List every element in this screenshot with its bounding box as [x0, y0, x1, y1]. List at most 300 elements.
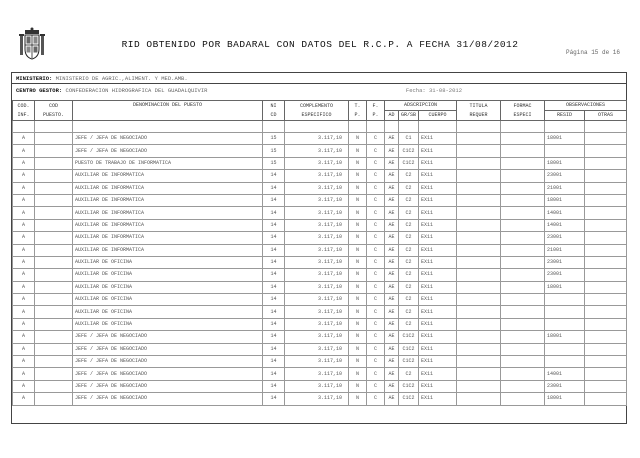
cell-fp: C	[367, 170, 385, 182]
cell-complemento: 3.117,10	[285, 170, 349, 182]
col-cod-puesto: COD PUESTO.	[35, 101, 73, 121]
table-row	[13, 219, 627, 231]
cell-resid: 23001	[545, 256, 585, 268]
cell-complemento: 3.117,10	[285, 393, 349, 405]
cell-otras	[585, 331, 627, 343]
cell-otras	[585, 232, 627, 244]
cell-fp: C	[367, 281, 385, 293]
cell-complemento: 3.117,10	[285, 294, 349, 306]
cell-tp: N	[349, 256, 367, 268]
cell-nivel: 14	[263, 256, 285, 268]
cell-cuerpo: EX11	[419, 318, 457, 330]
cell-titula	[457, 393, 501, 405]
cell-cod-puesto	[35, 331, 73, 343]
col-resid: RESID	[545, 111, 585, 121]
cell-ad: AE	[385, 281, 399, 293]
cell-formac	[501, 256, 545, 268]
table-row	[13, 269, 627, 281]
cell-tp: N	[349, 244, 367, 256]
cell-ad: AE	[385, 232, 399, 244]
cell-cuerpo: EX11	[419, 170, 457, 182]
cell-cod-inf: A	[13, 145, 35, 157]
cell-denominacion: JEFE / JEFA DE NEGOCIADO	[73, 368, 263, 380]
cell-cod-inf: A	[13, 281, 35, 293]
cell-formac	[501, 170, 545, 182]
cell-cuerpo: EX11	[419, 281, 457, 293]
cell-ad: AE	[385, 133, 399, 145]
cell-cod-inf: A	[13, 356, 35, 368]
cell-nivel: 15	[263, 133, 285, 145]
cell-otras	[585, 170, 627, 182]
table-row	[13, 393, 627, 405]
cell-fp: C	[367, 356, 385, 368]
cell-ad: AE	[385, 368, 399, 380]
cell-nivel: 15	[263, 145, 285, 157]
cell-tp: N	[349, 269, 367, 281]
col-nivel: NI CD	[263, 101, 285, 121]
cell-complemento: 3.117,10	[285, 194, 349, 206]
cell-ad: AE	[385, 170, 399, 182]
cell-denominacion: JEFE / JEFA DE NEGOCIADO	[73, 393, 263, 405]
cell-grsb: C1	[399, 133, 419, 145]
cell-tp: N	[349, 356, 367, 368]
cell-tp: N	[349, 343, 367, 355]
cell-cod-puesto	[35, 219, 73, 231]
ministerio-label: MINISTERIO:	[16, 75, 53, 82]
cell-resid: 14001	[545, 368, 585, 380]
table-header-row-1	[13, 101, 627, 111]
cell-formac	[501, 343, 545, 355]
cell-cod-inf: A	[13, 306, 35, 318]
cell-fp: C	[367, 331, 385, 343]
cell-titula	[457, 306, 501, 318]
cell-fp: C	[367, 256, 385, 268]
cell-ad: AE	[385, 331, 399, 343]
cell-cuerpo: EX11	[419, 232, 457, 244]
cell-fp: C	[367, 133, 385, 145]
cell-fp: C	[367, 380, 385, 392]
cell-nivel: 14	[263, 244, 285, 256]
cell-denominacion: AUXILIAR DE INFORMATICA	[73, 219, 263, 231]
cell-cod-inf: A	[13, 331, 35, 343]
cell-denominacion: JEFE / JEFA DE NEGOCIADO	[73, 380, 263, 392]
cell-resid: 23001	[545, 380, 585, 392]
table-row	[13, 244, 627, 256]
cell-otras	[585, 343, 627, 355]
cell-tp: N	[349, 318, 367, 330]
cell-cuerpo: EX11	[419, 133, 457, 145]
cell-formac	[501, 294, 545, 306]
cell-titula	[457, 157, 501, 169]
cell-cod-puesto	[35, 306, 73, 318]
cell-formac	[501, 145, 545, 157]
cell-denominacion: AUXILIAR DE OFICINA	[73, 318, 263, 330]
cell-formac	[501, 331, 545, 343]
cell-nivel: 14	[263, 318, 285, 330]
cell-titula	[457, 170, 501, 182]
col-complemento: COMPLEMENTO ESPECIFICO	[285, 101, 349, 121]
cell-titula	[457, 331, 501, 343]
cell-cuerpo: EX11	[419, 393, 457, 405]
table-row	[13, 368, 627, 380]
cell-grsb: C2	[399, 269, 419, 281]
cell-denominacion: AUXILIAR DE OFICINA	[73, 294, 263, 306]
cell-ad: AE	[385, 269, 399, 281]
cell-complemento: 3.117,10	[285, 343, 349, 355]
cell-cuerpo: EX11	[419, 244, 457, 256]
cell-denominacion: AUXILIAR DE INFORMATICA	[73, 194, 263, 206]
col-titula: TITULA REQUER	[457, 101, 501, 121]
cell-fp: C	[367, 343, 385, 355]
cell-formac	[501, 232, 545, 244]
cell-cod-puesto	[35, 269, 73, 281]
cell-complemento: 3.117,10	[285, 281, 349, 293]
cell-resid	[545, 145, 585, 157]
cell-resid	[545, 318, 585, 330]
cell-fp: C	[367, 145, 385, 157]
cell-fp: C	[367, 294, 385, 306]
cell-cod-inf: A	[13, 368, 35, 380]
cell-fp: C	[367, 182, 385, 194]
cell-otras	[585, 244, 627, 256]
table-body	[13, 121, 627, 406]
cell-grsb: C1C2	[399, 343, 419, 355]
cell-titula	[457, 281, 501, 293]
table-row	[13, 232, 627, 244]
cell-resid: 18001	[545, 393, 585, 405]
cell-titula	[457, 318, 501, 330]
cell-otras	[585, 356, 627, 368]
cell-ad: AE	[385, 393, 399, 405]
cell-otras	[585, 133, 627, 145]
table-spacer-row	[13, 121, 627, 133]
cell-cod-inf: A	[13, 133, 35, 145]
cell-otras	[585, 194, 627, 206]
cell-cod-inf: A	[13, 318, 35, 330]
centro-line	[16, 87, 630, 94]
cell-formac	[501, 356, 545, 368]
cell-titula	[457, 145, 501, 157]
cell-grsb: C2	[399, 294, 419, 306]
cell-formac	[501, 182, 545, 194]
cell-formac	[501, 194, 545, 206]
cell-cuerpo: EX11	[419, 380, 457, 392]
cell-cod-inf: A	[13, 343, 35, 355]
cell-cuerpo: EX11	[419, 194, 457, 206]
cell-grsb: C2	[399, 170, 419, 182]
cell-titula	[457, 232, 501, 244]
cell-grsb: C2	[399, 219, 419, 231]
table-row	[13, 318, 627, 330]
cell-cod-inf: A	[13, 157, 35, 169]
cell-grsb: C1C2	[399, 145, 419, 157]
cell-grsb: C2	[399, 368, 419, 380]
cell-denominacion: JEFE / JEFA DE NEGOCIADO	[73, 331, 263, 343]
cell-cod-puesto	[35, 356, 73, 368]
cell-denominacion: AUXILIAR DE INFORMATICA	[73, 244, 263, 256]
cell-fp: C	[367, 244, 385, 256]
cell-tp: N	[349, 368, 367, 380]
cell-nivel: 14	[263, 194, 285, 206]
cell-complemento: 3.117,10	[285, 182, 349, 194]
cell-cod-puesto	[35, 145, 73, 157]
cell-cuerpo: EX11	[419, 331, 457, 343]
cell-tp: N	[349, 393, 367, 405]
cell-grsb: C2	[399, 232, 419, 244]
cell-denominacion: AUXILIAR DE OFICINA	[73, 256, 263, 268]
cell-cod-puesto	[35, 343, 73, 355]
cell-tp: N	[349, 194, 367, 206]
cell-resid: 18001	[545, 133, 585, 145]
cell-grsb: C2	[399, 256, 419, 268]
report-date: Fecha: 31-08-2012	[405, 87, 462, 94]
cell-formac	[501, 207, 545, 219]
cell-otras	[585, 393, 627, 405]
cell-complemento: 3.117,10	[285, 306, 349, 318]
cell-cuerpo: EX11	[419, 368, 457, 380]
cell-resid: 23001	[545, 170, 585, 182]
cell-tp: N	[349, 380, 367, 392]
ministerio-line	[16, 75, 630, 82]
table-row	[13, 157, 627, 169]
cell-titula	[457, 356, 501, 368]
cell-ad: AE	[385, 256, 399, 268]
cell-complemento: 3.117,10	[285, 157, 349, 169]
table-row	[13, 294, 627, 306]
cell-titula	[457, 269, 501, 281]
cell-otras	[585, 294, 627, 306]
cell-cod-puesto	[35, 368, 73, 380]
cell-ad: AE	[385, 356, 399, 368]
cell-complemento: 3.117,10	[285, 269, 349, 281]
cell-ad: AE	[385, 294, 399, 306]
cell-fp: C	[367, 393, 385, 405]
cell-nivel: 14	[263, 343, 285, 355]
cell-ad: AE	[385, 306, 399, 318]
cell-fp: C	[367, 306, 385, 318]
cell-resid: 18001	[545, 331, 585, 343]
cell-otras	[585, 306, 627, 318]
cell-cod-inf: A	[13, 380, 35, 392]
cell-otras	[585, 256, 627, 268]
cell-grsb: C1C2	[399, 331, 419, 343]
cell-denominacion: JEFE / JEFA DE NEGOCIADO	[73, 343, 263, 355]
cell-grsb: C1C2	[399, 157, 419, 169]
cell-complemento: 3.117,10	[285, 368, 349, 380]
cell-complemento: 3.117,10	[285, 356, 349, 368]
cell-ad: AE	[385, 343, 399, 355]
cell-ad: AE	[385, 244, 399, 256]
ministerio-value: MINISTERIO DE AGRIC.,ALIMENT. Y MED.AMB.	[55, 75, 188, 82]
table-row	[13, 331, 627, 343]
cell-fp: C	[367, 207, 385, 219]
table-row	[13, 170, 627, 182]
cell-nivel: 14	[263, 232, 285, 244]
cell-complemento: 3.117,10	[285, 256, 349, 268]
cell-grsb: C2	[399, 306, 419, 318]
cell-nivel: 14	[263, 368, 285, 380]
table-row	[13, 182, 627, 194]
cell-cod-inf: A	[13, 219, 35, 231]
cell-nivel: 14	[263, 281, 285, 293]
cell-complemento: 3.117,10	[285, 380, 349, 392]
cell-cuerpo: EX11	[419, 356, 457, 368]
cell-tp: N	[349, 232, 367, 244]
table-row	[13, 133, 627, 145]
cell-denominacion: AUXILIAR DE INFORMATICA	[73, 170, 263, 182]
cell-formac	[501, 157, 545, 169]
cell-otras	[585, 380, 627, 392]
cell-grsb: C2	[399, 194, 419, 206]
cell-ad: AE	[385, 145, 399, 157]
col-cod-inf: COD. INF.	[13, 101, 35, 121]
table-row	[13, 207, 627, 219]
cell-cod-puesto	[35, 294, 73, 306]
cell-cod-inf: A	[13, 269, 35, 281]
cell-fp: C	[367, 194, 385, 206]
cell-titula	[457, 256, 501, 268]
cell-fp: C	[367, 232, 385, 244]
cell-nivel: 14	[263, 294, 285, 306]
table-row	[13, 256, 627, 268]
cell-resid: 18001	[545, 194, 585, 206]
cell-tp: N	[349, 157, 367, 169]
cell-nivel: 15	[263, 157, 285, 169]
cell-complemento: 3.117,10	[285, 219, 349, 231]
cell-cod-inf: A	[13, 294, 35, 306]
table-row	[13, 343, 627, 355]
cell-denominacion: JEFE / JEFA DE NEGOCIADO	[73, 356, 263, 368]
cell-nivel: 14	[263, 219, 285, 231]
cell-titula	[457, 244, 501, 256]
cell-otras	[585, 318, 627, 330]
cell-ad: AE	[385, 207, 399, 219]
cell-cod-puesto	[35, 194, 73, 206]
cell-grsb: C2	[399, 281, 419, 293]
cell-denominacion: JEFE / JEFA DE NEGOCIADO	[73, 145, 263, 157]
cell-formac	[501, 244, 545, 256]
cell-denominacion: AUXILIAR DE INFORMATICA	[73, 207, 263, 219]
cell-nivel: 14	[263, 356, 285, 368]
cell-resid: 18001	[545, 281, 585, 293]
cell-cod-inf: A	[13, 207, 35, 219]
cell-grsb: C2	[399, 318, 419, 330]
cell-titula	[457, 380, 501, 392]
cell-cuerpo: EX11	[419, 182, 457, 194]
cell-otras	[585, 269, 627, 281]
cell-formac	[501, 393, 545, 405]
cell-cod-puesto	[35, 170, 73, 182]
cell-resid: 21001	[545, 244, 585, 256]
cell-resid: 14001	[545, 219, 585, 231]
cell-formac	[501, 306, 545, 318]
cell-denominacion: AUXILIAR DE OFICINA	[73, 306, 263, 318]
cell-complemento: 3.117,10	[285, 318, 349, 330]
cell-cuerpo: EX11	[419, 207, 457, 219]
cell-otras	[585, 281, 627, 293]
cell-titula	[457, 219, 501, 231]
cell-tp: N	[349, 294, 367, 306]
cell-complemento: 3.117,10	[285, 207, 349, 219]
col-denominacion: DENOMINACION DEL PUESTO	[73, 101, 263, 121]
cell-grsb: C2	[399, 207, 419, 219]
cell-grsb: C2	[399, 244, 419, 256]
cell-formac	[501, 380, 545, 392]
cell-cod-puesto	[35, 182, 73, 194]
col-otras: OTRAS	[585, 111, 627, 121]
cell-resid: 23001	[545, 232, 585, 244]
cell-denominacion: AUXILIAR DE OFICINA	[73, 269, 263, 281]
col-tp: T. P.	[349, 101, 367, 121]
cell-tp: N	[349, 133, 367, 145]
cell-titula	[457, 368, 501, 380]
table-row	[13, 194, 627, 206]
cell-denominacion: PUESTO DE TRABAJO DE INFORMATICA	[73, 157, 263, 169]
cell-complemento: 3.117,10	[285, 145, 349, 157]
cell-cod-puesto	[35, 380, 73, 392]
cell-cod-puesto	[35, 133, 73, 145]
cell-tp: N	[349, 170, 367, 182]
cell-nivel: 14	[263, 306, 285, 318]
cell-formac	[501, 269, 545, 281]
cell-resid: 14001	[545, 207, 585, 219]
cell-formac	[501, 318, 545, 330]
page-number: Página 15 de 16	[565, 49, 620, 56]
cell-tp: N	[349, 331, 367, 343]
cell-cod-inf: A	[13, 232, 35, 244]
cell-otras	[585, 182, 627, 194]
cell-grsb: C1C2	[399, 380, 419, 392]
cell-resid: 21001	[545, 182, 585, 194]
cell-nivel: 14	[263, 207, 285, 219]
table-row	[13, 380, 627, 392]
cell-titula	[457, 343, 501, 355]
cell-cuerpo: EX11	[419, 343, 457, 355]
cell-cuerpo: EX11	[419, 219, 457, 231]
cell-cod-puesto	[35, 256, 73, 268]
cell-ad: AE	[385, 380, 399, 392]
col-adscripcion: ADSCRIPCION	[385, 101, 457, 111]
cell-cod-puesto	[35, 393, 73, 405]
cell-cod-puesto	[35, 207, 73, 219]
cell-formac	[501, 281, 545, 293]
cell-nivel: 14	[263, 331, 285, 343]
cell-otras	[585, 207, 627, 219]
col-cuerpo: CUERPO	[419, 111, 457, 121]
cell-cod-puesto	[35, 281, 73, 293]
cell-otras	[585, 368, 627, 380]
cell-cod-inf: A	[13, 256, 35, 268]
cell-nivel: 14	[263, 182, 285, 194]
cell-titula	[457, 182, 501, 194]
col-grsb: GR/SB	[399, 111, 419, 121]
cell-complemento: 3.117,10	[285, 244, 349, 256]
table-row	[13, 145, 627, 157]
cell-titula	[457, 194, 501, 206]
cell-resid	[545, 306, 585, 318]
cell-cod-puesto	[35, 232, 73, 244]
report-frame	[11, 72, 627, 424]
col-fp: F. P.	[367, 101, 385, 121]
table-row	[13, 306, 627, 318]
table-row	[13, 356, 627, 368]
cell-denominacion: AUXILIAR DE INFORMATICA	[73, 232, 263, 244]
cell-fp: C	[367, 318, 385, 330]
cell-tp: N	[349, 306, 367, 318]
cell-ad: AE	[385, 219, 399, 231]
cell-otras	[585, 145, 627, 157]
cell-tp: N	[349, 145, 367, 157]
